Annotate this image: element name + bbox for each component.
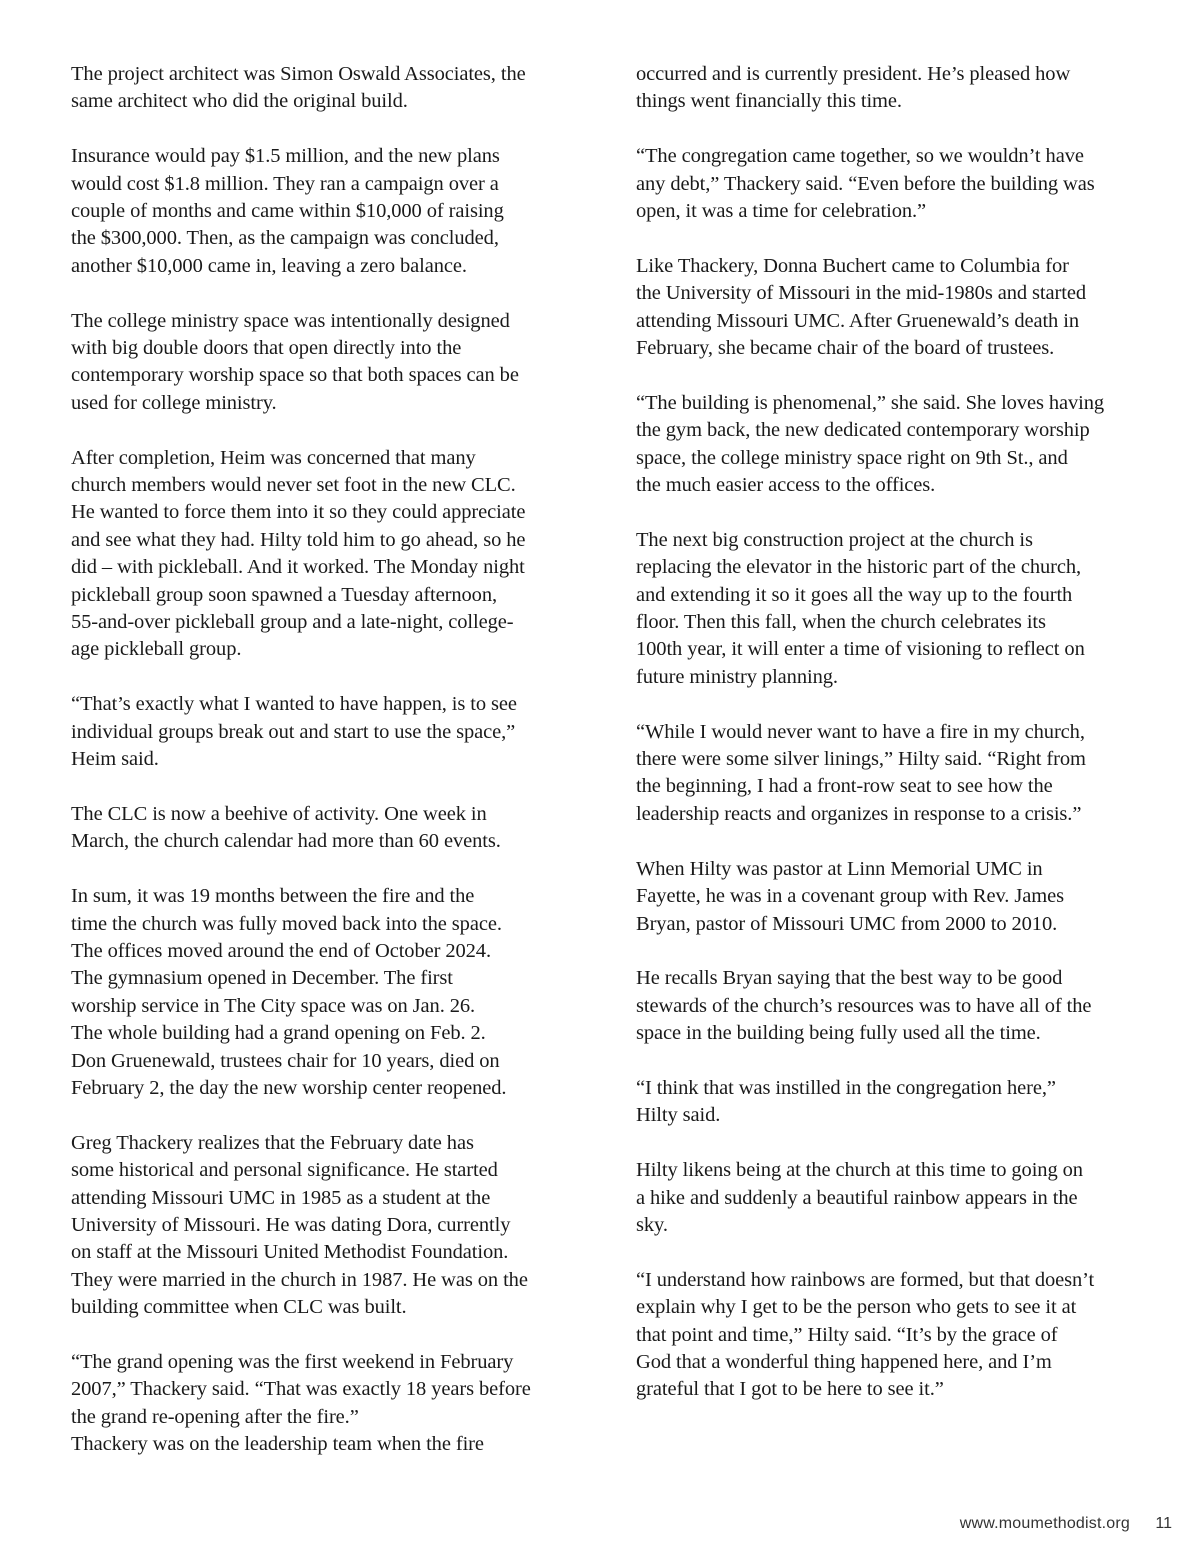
paragraph: “The congregation came together, so we wouldn’t have any debt,” Thackery said. “Even before the building was open, it was a time for celebration.” xyxy=(636,145,1095,223)
paragraph: Like Thackery, Donna Buchert came to Columbia for the University of Missouri in the mid-1980s and started attending Missouri UMC. After Gruenewald’s death in February, she became chair of the board of trustees. xyxy=(636,254,1086,360)
paragraph: Thackery was on the leadership team when the fire xyxy=(71,1433,484,1456)
page-number: 11 xyxy=(1155,1515,1172,1532)
paragraph: “That’s exactly what I wanted to have happen, is to see individual groups break out and start to use the space,” Heim said. xyxy=(71,693,517,771)
paragraph: Greg Thackery realizes that the February date has some historical and personal significance. He started attending Missouri UMC in 1985 as a student at the University of Missouri. He was dating Dora, currently on staff at the Missouri United Methodist Foundation. They were married in the church in 1987. He was on the building committee when CLC was built. xyxy=(71,1131,528,1319)
paragraph: occurred and is currently president. He’s pleased how things went financially this time. xyxy=(636,63,1071,113)
left-column xyxy=(71,61,573,1459)
paragraph: After completion, Heim was concerned that many church members would never set foot in the new CLC. He wanted to force them into it so they could appreciate and see what they had. Hilty told him to go ahead, so he did – with pickleball. And it worked. The Monday night pickleball group soon spawned a Tuesday afternoon, 55-and-over pickleball group and a late-night, college- age pickleball group. xyxy=(71,446,526,661)
website-url: www.moumethodist.org xyxy=(959,1515,1130,1532)
paragraph: “The building is phenomenal,” she said. She loves having the gym back, the new dedicated contemporary worship space, the college ministry space right on 9th St., and the much easier access to the offices. xyxy=(636,391,1105,497)
paragraph: “While I would never want to have a fire in my church, there were some silver linings,” Hilty said. “Right from the beginning, I had a front-row seat to see how the leadership reacts and organizes in response to a crisis.” xyxy=(636,720,1086,825)
page-footer xyxy=(0,1515,1200,1555)
paragraph: “I think that was instilled in the congregation here,” Hilty said. xyxy=(636,1076,1056,1127)
paragraph: The CLC is now a beehive of activity. One week in March, the church calendar had more than 60 events. xyxy=(71,802,501,853)
paragraph: He recalls Bryan saying that the best way to be good stewards of the church’s resources was to have all of the space in the building being fully used all the time. xyxy=(636,967,1092,1045)
paragraph: The project architect was Simon Oswald Associates, the same architect who did the original build. xyxy=(71,63,526,113)
paragraph: Hilty likens being at the church at this time to going on a hike and suddenly a beautiful rainbow appears in the sky. xyxy=(636,1159,1083,1236)
paragraph: The college ministry space was intentionally designed with big double doors that open directly into the contemporary worship space so that both spaces can be used for college ministry. xyxy=(71,309,519,414)
paragraph: Insurance would pay $1.5 million, and the new plans would cost $1.8 million. They ran a campaign over a couple of months and came within $10,000 of raising the $300,000. Then, as the campaign was concluded, another $10,000 came in, leaving a zero balance. xyxy=(71,145,504,277)
paragraph: In sum, it was 19 months between the fire and the time the church was fully moved back into the space. The offices moved around the end of October 2024. The gymnasium opened in December. The first worship service in The City space was on Jan. 26. The whole building had a grand opening on Feb. 2. Don Gruenewald, trustees chair for 10 years, died on February 2, the day the new worship center reopened. xyxy=(71,885,507,1099)
paragraph: “The grand opening was the first weekend in February 2007,” Thackery said. “That was exactly 18 years before the grand re-opening after the fire.” xyxy=(71,1350,531,1428)
paragraph: The next big construction project at the church is replacing the elevator in the historic part of the church, and extending it so it goes all the way up to the fourth floor. Then this fall, when the church celebrates its 100th year, it will enter a time of visioning to reflect on future ministry planning. xyxy=(636,528,1085,688)
right-column xyxy=(636,61,1134,1404)
paragraph: “I understand how rainbows are formed, but that doesn’t explain why I get to be the person who gets to see it at that point and time,” Hilty said. “It’s by the grace of God that a wonderful thing happened here, and I’m grateful that I got to be here to see it.” xyxy=(636,1268,1095,1401)
paragraph: When Hilty was pastor at Linn Memorial UMC in Fayette, he was in a covenant group with Rev. James Bryan, pastor of Missouri UMC from 2000 to 2010. xyxy=(636,857,1064,935)
